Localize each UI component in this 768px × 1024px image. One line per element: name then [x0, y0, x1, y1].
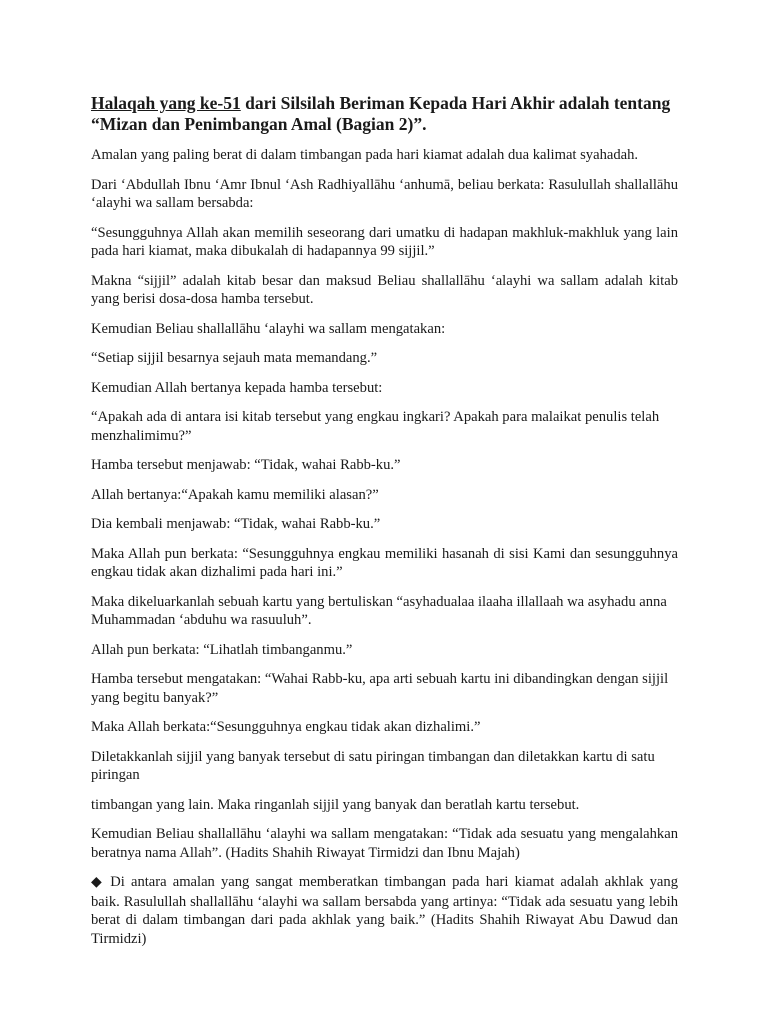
paragraph-13: Maka dikeluarkanlah sebuah kartu yang bertuliskan “asyhadualaa ilaaha illallaah wa asyhadu anna Muhammadan ‘abduhu wa rasuuluh”. [91, 593, 667, 628]
paragraph-5: Kemudian Beliau shallallāhu ‘alayhi wa sallam mengatakan: [91, 320, 446, 337]
paragraph-7: Kemudian Allah bertanya kepada hamba tersebut: [91, 379, 383, 396]
diamond-bullet-icon: ◆ [91, 875, 105, 890]
paragraph-18: timbangan yang lain. Maka ringanlah sijjil yang banyak dan beratlah kartu tersebut. [91, 796, 580, 813]
document-page [91, 93, 678, 959]
paragraph-17: Diletakkanlah sijjil yang banyak tersebut di satu piringan timbangan dan diletakkan kartu di satu piringan [91, 748, 655, 783]
title-underlined-part: Halaqah yang ke-51 [91, 93, 241, 113]
paragraph-12: Maka Allah pun berkata: “Sesungguhnya engkau memiliki hasanah di sisi Kami dan sesungguhnya engkau tidak akan dizhalimi pada hari ini.” [91, 545, 678, 580]
paragraph-10: Allah bertanya:“Apakah kamu memiliki alasan?” [91, 486, 379, 503]
title-rest: dari Silsilah Beriman Kepada Hari Akhir adalah tentang “Mizan dan Penimbangan Amal (Bagian 2)”. [91, 93, 671, 134]
paragraph-4: Makna “sijjil” adalah kitab besar dan maksud Beliau shallallāhu ‘alayhi wa sallam adalah kitab yang berisi dosa-dosa hamba tersebut. [91, 272, 678, 307]
paragraph-6: “Setiap sijjil besarnya sejauh mata memandang.” [91, 350, 378, 366]
paragraph-19: Kemudian Beliau shallallāhu ‘alayhi wa sallam mengatakan: “Tidak ada sesuatu yang mengalahkan beratnya nama Allah”. (Hadits Shahih Riwayat Tirmidzi dan Ibnu Majah) [91, 826, 678, 861]
paragraph-11: Dia kembali menjawab: “Tidak, wahai Rabb-ku.” [91, 516, 381, 532]
paragraph-3: “Sesungguhnya Allah akan memilih seseorang dari umatku di hadapan makhluk-makhluk yang lain pada hari kiamat, maka dibukalah di hadapannya 99 sijjil.” [91, 224, 678, 259]
paragraph-2: Dari ‘Abdullah Ibnu ‘Amr Ibnul ‘Ash Radhiyallāhu ‘anhumā, beliau berkata: Rasulullah shallallāhu ‘alayhi wa sallam bersabda: [91, 176, 678, 211]
paragraph-16: Maka Allah berkata:“Sesungguhnya engkau tidak akan dizhalimi.” [91, 719, 481, 735]
document-title [91, 93, 678, 135]
paragraph-8: “Apakah ada di antara isi kitab tersebut yang engkau ingkari? Apakah para malaikat penulis telah menzhalimimu?” [91, 409, 660, 444]
paragraph-20-text: Di antara amalan yang sangat memberatkan timbangan pada hari kiamat adalah akhlak yang baik. Rasulullah shallallāhu ‘alayhi wa sallam bersabda yang artinya: “Tidak ada sesuatu yang lebih berat di dalam timbangan dari pada akhlak yang baik.” (Hadits Shahih Riwayat Abu Dawud dan Tirmidzi) [91, 874, 678, 947]
paragraph-1: Amalan yang paling berat di dalam timbangan pada hari kiamat adalah dua kalimat syahadah. [91, 147, 639, 163]
paragraph-15: Hamba tersebut mengatakan: “Wahai Rabb-ku, apa arti sebuah kartu ini dibandingkan dengan sijjil yang begitu banyak?” [91, 671, 669, 706]
paragraph-9: Hamba tersebut menjawab: “Tidak, wahai Rabb-ku.” [91, 457, 401, 473]
paragraph-14: Allah pun berkata: “Lihatlah timbanganmu.” [91, 641, 353, 658]
paragraph-20 [91, 873, 678, 948]
